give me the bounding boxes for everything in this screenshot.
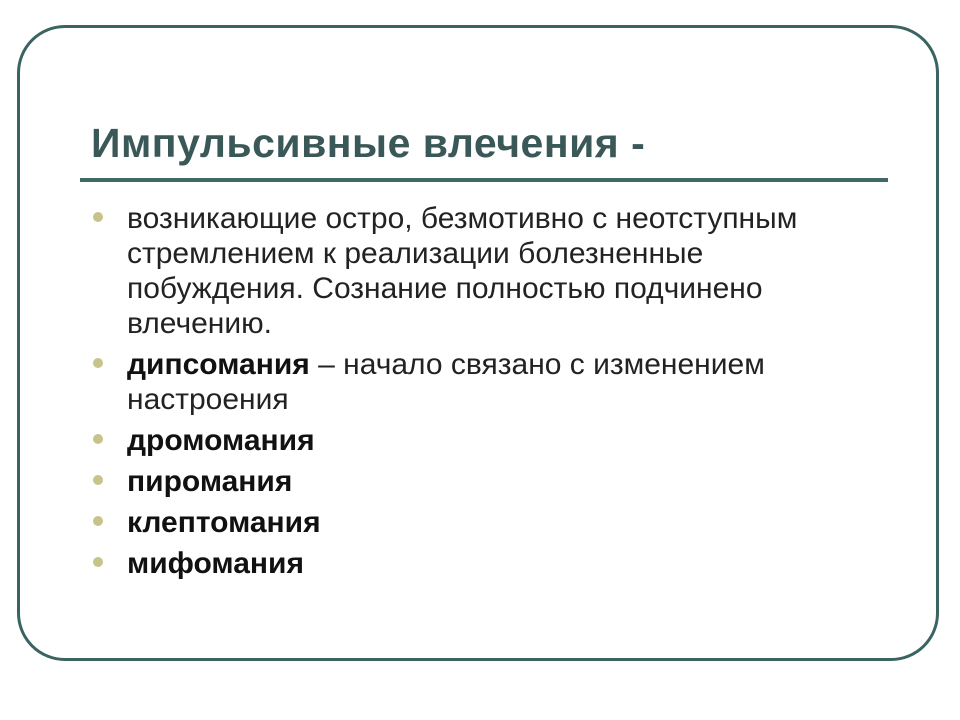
bullet-item-mythomania bbox=[90, 546, 870, 581]
bullet-list bbox=[90, 201, 870, 587]
bullet-term: клептомания bbox=[127, 506, 321, 539]
bullet-dot-icon bbox=[93, 475, 103, 485]
bullet-item-definition bbox=[90, 201, 870, 341]
bullet-text: возникающие остро, безмотивно с неотступным стремлением к реализации болезненные побуждения. Сознание полностью подчинено влечению. bbox=[127, 202, 798, 340]
bullet-dot-icon bbox=[93, 557, 103, 567]
bullet-item-dipsomania bbox=[90, 347, 870, 417]
bullet-text: – начало связано с изменением настроения bbox=[127, 348, 765, 416]
bullet-dot-icon bbox=[93, 358, 103, 368]
bullet-term: дромомания bbox=[127, 424, 315, 457]
bullet-dot-icon bbox=[93, 516, 103, 526]
bullet-term: дипсомания bbox=[127, 348, 310, 381]
bullet-dot-icon bbox=[93, 212, 103, 222]
bullet-term: мифомания bbox=[127, 547, 304, 580]
title-underline bbox=[80, 178, 888, 182]
slide-title: Импульсивные влечения - bbox=[91, 120, 646, 166]
bullet-term: пиромания bbox=[127, 465, 293, 498]
bullet-item-kleptomania bbox=[90, 505, 870, 540]
bullet-dot-icon bbox=[93, 434, 103, 444]
bullet-item-pyromania bbox=[90, 464, 870, 499]
bullet-item-dromomania bbox=[90, 423, 870, 458]
